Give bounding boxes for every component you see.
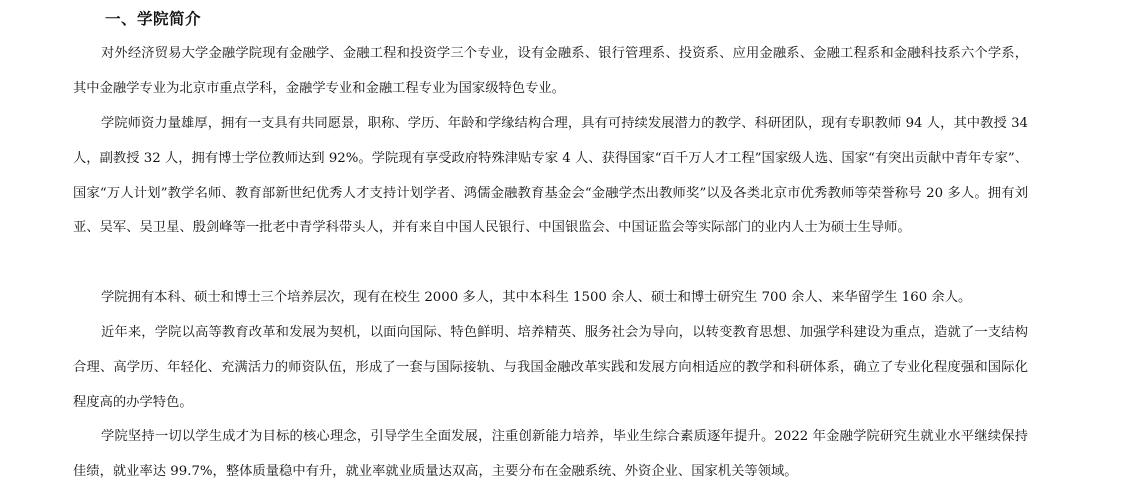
paragraph-majors-departments: 对外经济贸易大学金融学院现有金融学、金融工程和投资学三个专业，设有金融系、银行管理系、投资系、应用金融系、金融工程系和金融科技系六个学系，其中金融学专业为北京市重点学科，金融学专业和金融工程专业为国家级特色专业。 bbox=[73, 46, 1028, 96]
paragraph-faculty: 学院师资力量雄厚，拥有一支具有共同愿景，职称、学历、年龄和学缘结构合理，具有可持续发展潜力的教学、科研团队，现有专职教师 94 人，其中教授 34 人，副教授 32 人，拥有博士学位教师达到 92%。学院现有享受政府特殊津贴专家 4 人、获得国家“百千万人才工程”国家级人选、国家“有突出贡献中青年专家”、国家“万人计划”教学名师、教育部新世纪优秀人才支持计划学者、鸿儒金融教育基金会“金融学杰出教师奖”以及各类北京市优秀教师等荣誉称号 20 多人。拥有刘亚、吴军、吴卫星、殷剑峰等一批老中青学科带头人，并有来自中国人民银行、中国银监会、中国证监会等实际部门的业内人士为硕士生导师。 bbox=[73, 116, 1028, 236]
section-heading: 一、学院简介 bbox=[105, 10, 202, 28]
paragraph-enrollment: 学院拥有本科、硕士和博士三个培养层次，现有在校生 2000 多人，其中本科生 1500 余人、硕士和博士研究生 700 余人、来华留学生 160 余人。 bbox=[101, 290, 972, 305]
paragraph-development: 近年来，学院以高等教育改革和发展为契机，以面向国际、特色鲜明、培养精英、服务社会为导向，以转变教育思想、加强学科建设为重点，造就了一支结构合理、高学历、年轻化、充满活力的师资队伍，形成了一套与国际接轨、与我国金融改革实践和发展方向相适应的教学和科研体系，确立了专业化程度强和国际化程度高的办学特色。 bbox=[73, 325, 1028, 410]
paragraph-employment: 学院坚持一切以学生成才为目标的核心理念，引导学生全面发展，注重创新能力培养，毕业生综合素质逐年提升。2022 年金融学院研究生就业水平继续保持佳绩，就业率达 99.7%，整体质量稳中有升，就业率就业质量达双高，主要分布在金融系统、外资企业、国家机关等领域。 bbox=[73, 429, 1028, 479]
